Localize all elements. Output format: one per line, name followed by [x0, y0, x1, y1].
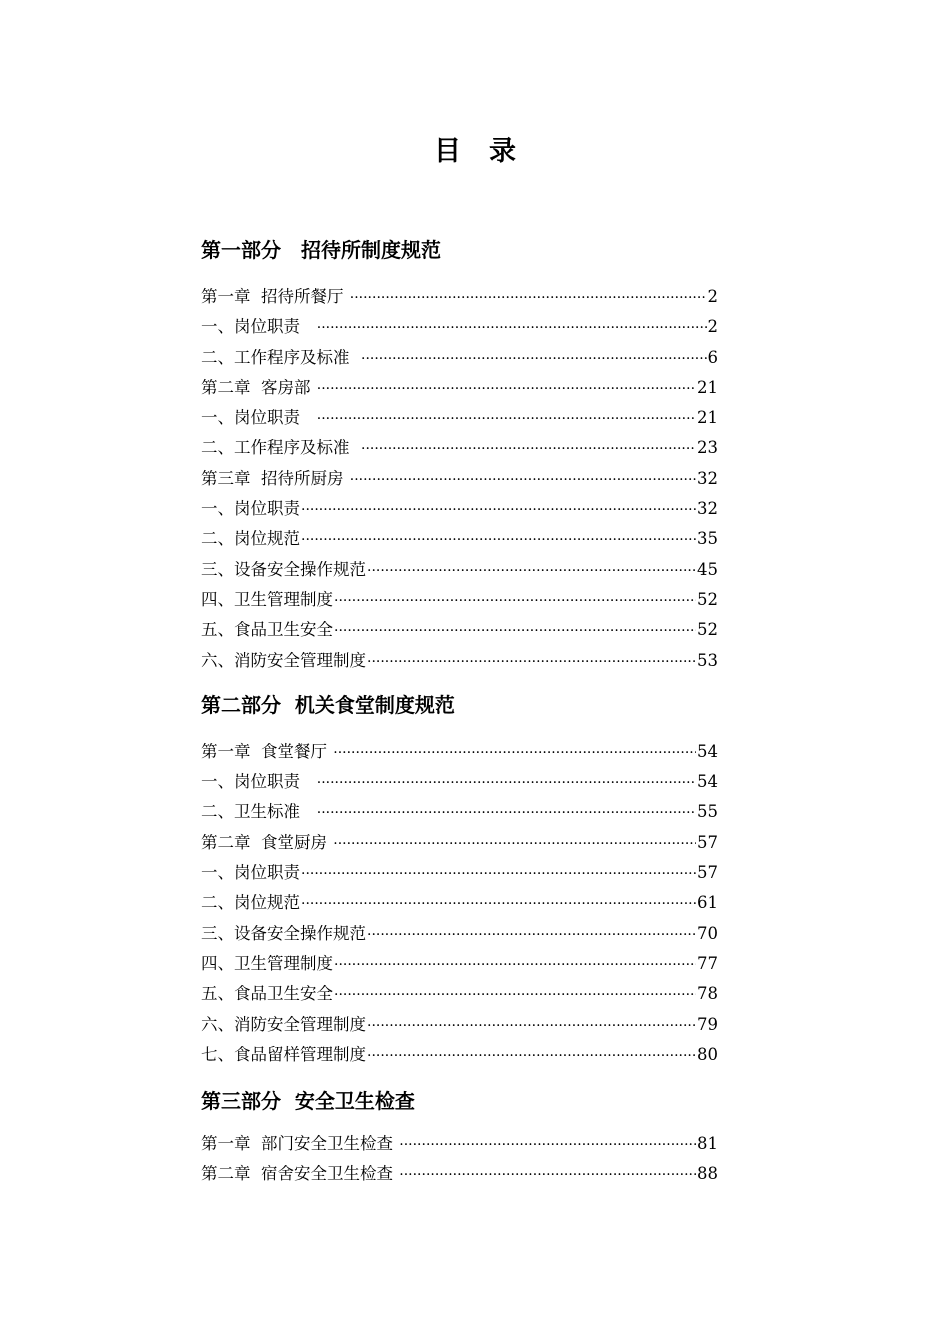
dot-leader	[317, 768, 696, 798]
part-heading: 第二部分 机关食堂制度规范	[201, 692, 455, 717]
dot-leader	[334, 980, 696, 1010]
part-heading: 第三部分 安全卫生检查	[201, 1089, 415, 1114]
toc-entry-label: 一、岗位职责	[201, 772, 316, 792]
dot-leader	[367, 1011, 696, 1041]
toc-entry-page: 55	[697, 802, 718, 822]
dot-leader	[334, 586, 696, 616]
toc-entry-page: 45	[697, 559, 718, 579]
toc-entry-label: 六、消防安全管理制度	[201, 1014, 366, 1034]
page-title	[0, 132, 950, 172]
toc-entry-page: 78	[697, 984, 718, 1004]
toc-entry-page: 80	[697, 1044, 718, 1064]
dot-leader	[334, 950, 696, 980]
toc-entry[interactable]	[201, 585, 718, 615]
toc-entry-page: 32	[697, 499, 718, 519]
toc-entry[interactable]	[201, 343, 718, 373]
toc-entry[interactable]	[201, 737, 718, 767]
toc-entry-label: 二、岗位规范	[201, 893, 300, 913]
toc-entry-label: 第一章 食堂餐厅	[201, 741, 333, 761]
page-title-left: 目	[434, 136, 461, 167]
toc-entry-page: 21	[697, 408, 718, 428]
toc-entry[interactable]	[201, 919, 718, 949]
toc-entry-label: 五、食品卫生安全	[201, 620, 333, 640]
part-entries	[201, 282, 718, 676]
toc-entry-label: 二、工作程序及标准	[201, 347, 360, 367]
toc-entry-label: 一、岗位职责	[201, 499, 300, 519]
toc-entry[interactable]	[201, 615, 718, 645]
dot-leader	[367, 1041, 696, 1071]
toc-entry-page: 6	[707, 347, 718, 367]
toc-entry[interactable]	[201, 1010, 718, 1040]
dot-leader	[317, 798, 696, 828]
toc-entry[interactable]	[201, 555, 718, 585]
toc-entry[interactable]	[201, 464, 718, 494]
toc-entry[interactable]	[201, 282, 718, 312]
toc-entry[interactable]	[201, 888, 718, 918]
toc-entry[interactable]	[201, 949, 718, 979]
toc-entry-page: 77	[697, 953, 718, 973]
toc-entry-page: 57	[697, 832, 718, 852]
dot-leader	[317, 374, 696, 404]
toc-entry-page: 61	[697, 893, 718, 913]
toc-entry-page: 52	[697, 589, 718, 609]
dot-leader	[361, 434, 696, 464]
toc-entry-label: 二、卫生标准	[201, 802, 316, 822]
toc-entry[interactable]	[201, 524, 718, 554]
toc-entry-page: 88	[697, 1164, 718, 1184]
page-title-right: 录	[489, 136, 516, 167]
toc-entry-label: 第一章 部门安全卫生检查	[201, 1134, 399, 1154]
dot-leader	[361, 344, 707, 374]
dot-leader	[367, 920, 696, 950]
toc-entry[interactable]	[201, 312, 718, 342]
toc-entry-page: 21	[697, 377, 718, 397]
dot-leader	[301, 525, 696, 555]
toc-entry-label: 二、岗位规范	[201, 529, 300, 549]
toc-entry-page: 81	[697, 1134, 718, 1154]
toc-entry-page: 70	[697, 923, 718, 943]
dot-leader	[301, 859, 696, 889]
toc-entry-page: 2	[707, 317, 718, 337]
toc-entry-page: 52	[697, 620, 718, 640]
toc-entry-page: 53	[697, 650, 718, 670]
dot-leader	[399, 1160, 696, 1190]
dot-leader	[367, 647, 696, 677]
toc-entry-label: 第三章 招待所厨房	[201, 468, 349, 488]
toc-entry-label: 第一章 招待所餐厅	[201, 287, 349, 306]
dot-leader	[399, 1130, 696, 1160]
toc-entry-label: 第二章 食堂厨房	[201, 832, 333, 852]
part-entries	[201, 737, 718, 1070]
toc-entry-page: 54	[697, 741, 718, 761]
dot-leader	[317, 404, 696, 434]
dot-leader	[350, 283, 707, 313]
toc-entry-label: 五、食品卫生安全	[201, 984, 333, 1004]
toc-entry-page: 57	[697, 863, 718, 883]
toc-entry-label: 一、岗位职责	[201, 408, 316, 428]
toc-entry[interactable]	[201, 1129, 718, 1159]
toc-entry[interactable]	[201, 979, 718, 1009]
toc-entry-page: 32	[697, 468, 718, 488]
part-heading: 第一部分 招待所制度规范	[201, 238, 441, 262]
toc-entry-page: 79	[697, 1014, 718, 1034]
toc-entry-label: 六、消防安全管理制度	[201, 650, 366, 670]
toc-entry-page: 35	[697, 529, 718, 549]
toc-entry[interactable]	[201, 494, 718, 524]
toc-entry-label: 三、设备安全操作规范	[201, 559, 366, 579]
toc-entry[interactable]	[201, 1159, 718, 1189]
dot-leader	[367, 556, 696, 586]
toc-entry-label: 四、卫生管理制度	[201, 953, 333, 973]
toc-entry[interactable]	[201, 797, 718, 827]
toc-entry-label: 四、卫生管理制度	[201, 589, 333, 609]
table-of-contents	[201, 230, 718, 1190]
toc-entry-page: 23	[697, 438, 718, 458]
dot-leader	[301, 889, 696, 919]
toc-entry-label: 三、设备安全操作规范	[201, 923, 366, 943]
part-entries	[201, 1129, 718, 1190]
toc-entry[interactable]	[201, 403, 718, 433]
toc-entry[interactable]	[201, 1040, 718, 1070]
dot-leader	[334, 616, 696, 646]
toc-entry-label: 一、岗位职责	[201, 317, 316, 337]
dot-leader	[333, 738, 696, 768]
toc-entry-label: 二、工作程序及标准	[201, 438, 360, 458]
toc-entry[interactable]	[201, 646, 718, 676]
dot-leader	[333, 829, 696, 859]
toc-entry[interactable]	[201, 858, 718, 888]
toc-entry-label: 第二章 客房部	[201, 377, 316, 397]
dot-leader	[301, 495, 696, 525]
toc-entry-label: 第二章 宿舍安全卫生检查	[201, 1164, 399, 1184]
toc-entry[interactable]	[201, 373, 718, 403]
dot-leader	[350, 465, 696, 495]
toc-entry-page: 54	[697, 772, 718, 792]
toc-entry[interactable]	[201, 828, 718, 858]
toc-entry-page: 2	[707, 287, 718, 306]
dot-leader	[317, 313, 707, 343]
toc-entry[interactable]	[201, 767, 718, 797]
toc-entry-label: 七、食品留样管理制度	[201, 1044, 366, 1064]
toc-entry-label: 一、岗位职责	[201, 863, 300, 883]
toc-entry[interactable]	[201, 433, 718, 463]
